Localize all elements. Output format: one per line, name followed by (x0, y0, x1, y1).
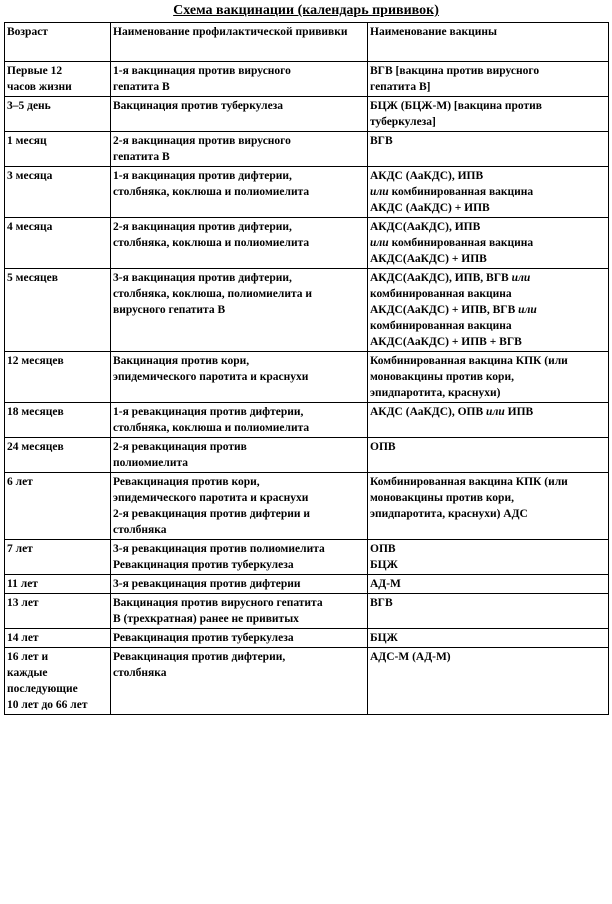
cell-text-line: столбняка, коклюша, полиомиелита и (113, 288, 313, 300)
cell-text-line: В (трехкратная) ранее не привитых (113, 613, 299, 625)
vaccine-cell (368, 473, 609, 540)
cell-text-line: 18 месяцев (7, 406, 64, 418)
cell-text-line: 3 месяца (7, 170, 53, 182)
vaccine-cell (368, 648, 609, 715)
cell-text-line: 16 лет и (7, 651, 49, 663)
table-row (5, 575, 609, 594)
vaccination-cell (111, 62, 368, 97)
cell-text-line: эпидемического паротита и краснухи (113, 492, 309, 504)
age-cell (5, 167, 111, 218)
cell-text-line: туберкулеза] (370, 116, 436, 128)
age-cell (5, 218, 111, 269)
vaccination-cell (111, 167, 368, 218)
cell-text-line: Первые 12 (7, 65, 63, 77)
cell-text-line: АКДС(АаКДС), ИПВ, ВГВ или (370, 272, 531, 284)
vaccine-cell (368, 132, 609, 167)
vaccine-cell (368, 629, 609, 648)
cell-text-line: 5 месяцев (7, 272, 58, 284)
cell-text-line: эпидемического паротита и краснухи (113, 371, 309, 383)
cell-text-line: АКДС(АаКДС) + ИПВ, ВГВ или (370, 304, 537, 316)
cell-text-line: 1-я ревакцинация против дифтерии, (113, 406, 304, 418)
cell-text-line: 24 месяцев (7, 441, 64, 453)
cell-text-line: гепатита В] (370, 81, 431, 93)
table-row (5, 540, 609, 575)
cell-text-line: АКДС(АаКДС) + ИПВ (370, 253, 487, 265)
age-cell (5, 648, 111, 715)
vaccination-cell (111, 352, 368, 403)
cell-text-line: 12 месяцев (7, 355, 64, 367)
cell-text-line: АКДС (АаКДС), ИПВ (370, 170, 484, 182)
vaccine-cell (368, 594, 609, 629)
cell-text-line: последующие (7, 683, 78, 695)
age-cell (5, 540, 111, 575)
age-cell (5, 575, 111, 594)
cell-text-line: Ревакцинация против кори, (113, 476, 260, 488)
cell-text-line: столбняка (113, 524, 167, 536)
cell-text-line: 13 лет (7, 597, 39, 609)
cell-text-line: ВГВ (370, 135, 393, 147)
vaccine-cell (368, 403, 609, 438)
vaccine-cell (368, 575, 609, 594)
cell-text-line: 1-я вакцинация против вирусного (113, 65, 291, 77)
cell-text-line: 14 лет (7, 632, 39, 644)
cell-text-line: Ревакцинация против туберкулеза (113, 559, 294, 571)
vaccine-cell (368, 218, 609, 269)
cell-text-line: 2-я вакцинация против вирусного (113, 135, 291, 147)
age-cell (5, 629, 111, 648)
vaccine-cell (368, 167, 609, 218)
cell-text-line: Комбинированная вакцина КПК (или (370, 476, 568, 488)
vaccine-cell (368, 352, 609, 403)
table-row (5, 269, 609, 352)
vaccination-cell (111, 629, 368, 648)
cell-text-line: 1-я вакцинация против дифтерии, (113, 170, 292, 182)
table-row (5, 352, 609, 403)
document-title: Схема вакцинации (календарь прививок) (173, 3, 439, 18)
table-row (5, 403, 609, 438)
vaccine-cell (368, 97, 609, 132)
age-cell (5, 132, 111, 167)
age-cell (5, 473, 111, 540)
cell-text-line: гепатита В (113, 81, 170, 93)
cell-text-line: БЦЖ (370, 559, 398, 571)
cell-text-line: 2-я ревакцинация против (113, 441, 247, 453)
cell-text-line: ВГВ [вакцина против вирусного (370, 65, 540, 77)
header-vaccination-name: Наименование профилактической прививки (111, 23, 368, 62)
vaccination-cell (111, 594, 368, 629)
cell-text-line: 1 месяц (7, 135, 47, 147)
age-cell (5, 594, 111, 629)
age-cell (5, 62, 111, 97)
cell-text-line: АД-М (370, 578, 401, 590)
cell-text-line: 7 лет (7, 543, 33, 555)
header-age: Возраст (5, 23, 111, 62)
table-row (5, 97, 609, 132)
vaccination-cell (111, 403, 368, 438)
cell-text-line: ВГВ (370, 597, 393, 609)
cell-text-line: моновакцины против кори, (370, 492, 514, 504)
age-cell (5, 97, 111, 132)
table-row (5, 648, 609, 715)
cell-text-line: вирусного гепатита В (113, 304, 226, 316)
cell-text-line: АКДС(АаКДС), ИПВ (370, 221, 481, 233)
cell-text-line: БЦЖ (БЦЖ-М) [вакцина против (370, 100, 542, 112)
vaccination-cell (111, 575, 368, 594)
cell-text-line: или комбинированная вакцина (370, 186, 534, 198)
cell-text-line: АКДС (АаКДС) + ИПВ (370, 202, 490, 214)
cell-text-line: столбняка (113, 667, 167, 679)
cell-text-line: 2-я вакцинация против дифтерии, (113, 221, 292, 233)
cell-text-line: эпидпаротита, краснухи) (370, 387, 501, 399)
cell-text-line: АКДС(АаКДС) + ИПВ + ВГВ (370, 336, 522, 348)
age-cell (5, 438, 111, 473)
cell-text-line: Ревакцинация против дифтерии, (113, 651, 286, 663)
cell-text-line: Вакцинация против вирусного гепатита (113, 597, 323, 609)
cell-text-line: столбняка, коклюша и полиомиелита (113, 237, 310, 249)
vaccination-schedule-table (4, 22, 609, 715)
cell-text-line: полиомиелита (113, 457, 189, 469)
cell-text-line: 4 месяца (7, 221, 53, 233)
cell-text-line: Ревакцинация против туберкулеза (113, 632, 294, 644)
cell-text-line: 10 лет до 66 лет (7, 699, 88, 711)
cell-text-line: Вакцинация против туберкулеза (113, 100, 284, 112)
vaccination-cell (111, 97, 368, 132)
vaccine-cell (368, 438, 609, 473)
cell-text-line: 3-я вакцинация против дифтерии, (113, 272, 292, 284)
cell-text-line: 3–5 день (7, 100, 51, 112)
table-row (5, 594, 609, 629)
vaccination-cell (111, 473, 368, 540)
vaccination-cell (111, 648, 368, 715)
vaccination-cell (111, 218, 368, 269)
age-cell (5, 403, 111, 438)
cell-text-line: комбинированная вакцина (370, 320, 512, 332)
vaccine-cell (368, 62, 609, 97)
vaccine-cell (368, 269, 609, 352)
age-cell (5, 352, 111, 403)
cell-text-line: 2-я ревакцинация против дифтерии и (113, 508, 311, 520)
age-cell (5, 269, 111, 352)
header-vaccine-name: Наименование вакцины (368, 23, 609, 62)
table-row (5, 473, 609, 540)
cell-text-line: каждые (7, 667, 48, 679)
table-row (5, 62, 609, 97)
cell-text-line: 11 лет (7, 578, 38, 590)
cell-text-line: 3-я ревакцинация против полиомиелита (113, 543, 325, 555)
cell-text-line: столбняка, коклюша и полиомиелита (113, 422, 310, 434)
table-row (5, 438, 609, 473)
cell-text-line: Вакцинация против кори, (113, 355, 250, 367)
cell-text-line: комбинированная вакцина (370, 288, 512, 300)
cell-text-line: или комбинированная вакцина (370, 237, 534, 249)
cell-text-line: АДС-М (АД-М) (370, 651, 451, 663)
cell-text-line: 3-я ревакцинация против дифтерии (113, 578, 301, 590)
table-row (5, 218, 609, 269)
cell-text-line: Комбинированная вакцина КПК (или (370, 355, 568, 367)
cell-text-line: 6 лет (7, 476, 33, 488)
header-row (5, 23, 609, 62)
cell-text-line: АКДС (АаКДС), ОПВ или ИПВ (370, 406, 534, 418)
cell-text-line: гепатита В (113, 151, 170, 163)
cell-text-line: столбняка, коклюша и полиомиелита (113, 186, 310, 198)
vaccination-cell (111, 540, 368, 575)
vaccination-cell (111, 438, 368, 473)
vaccination-cell (111, 269, 368, 352)
cell-text-line: часов жизни (7, 81, 72, 93)
table-row (5, 629, 609, 648)
cell-text-line: БЦЖ (370, 632, 398, 644)
vaccination-cell (111, 132, 368, 167)
cell-text-line: эпидпаротита, краснухи) АДС (370, 508, 528, 520)
vaccine-cell (368, 540, 609, 575)
cell-text-line: ОПВ (370, 441, 396, 453)
table-row (5, 132, 609, 167)
cell-text-line: моновакцины против кори, (370, 371, 514, 383)
table-row (5, 167, 609, 218)
cell-text-line: ОПВ (370, 543, 396, 555)
